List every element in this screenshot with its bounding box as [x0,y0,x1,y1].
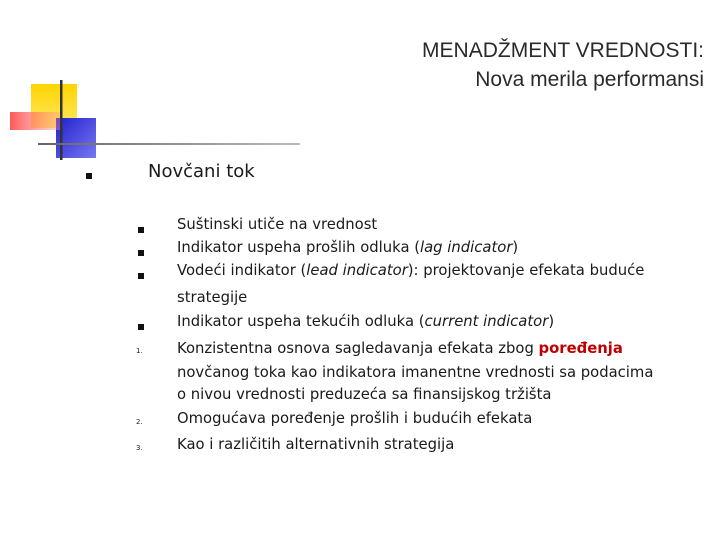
main-bullet-marker [86,173,92,179]
section-heading: Novčani tok [148,161,255,182]
title-line-1: MENADŽMENT VREDNOSTI: [422,39,704,62]
numbered-1-text: Konzistentna osnova sagledavanja efekata zbog poređenja [177,340,623,357]
number-marker: 2. [136,418,143,426]
highlight-text: poređenja [538,340,623,357]
bullet-marker [138,227,144,233]
red-bar [10,112,62,130]
slide-title [422,36,704,94]
numbered-2-text: Omogućava poređenje prošlih i budućih efekata [177,410,533,427]
bullet-2-text: Indikator uspeha prošlih odluka (lag indicator) [177,239,519,256]
bullet-3-text: Vodeći indikator (lead indicator): projektovanje efekata buduće [177,262,645,279]
decorative-logo [0,0,300,170]
bullet-marker [138,273,144,279]
numbered-1-text-line2: novčanog toka kao indikatora imanentne vrednosti sa podacima [177,364,654,381]
numbered-3-text: Kao i različitih alternativnih strategija [177,436,455,453]
number-marker: 3. [136,444,143,452]
title-line-2: Nova merila performansi [475,68,704,91]
numbered-1-text-line3: o nivou vrednosti preduzeća sa finansijskog tržišta [177,386,552,403]
bullet-marker [138,250,144,256]
horizontal-line [38,143,300,145]
number-marker: 1. [136,347,143,355]
bullet-3-text-line2: strategije [177,289,248,306]
bullet-4-text: Indikator uspeha tekućih odluka (current indicator) [177,313,555,330]
bullet-marker [138,324,144,330]
vertical-line [60,80,63,160]
bullet-1-text: Suštinski utiče na vrednost [177,216,378,233]
